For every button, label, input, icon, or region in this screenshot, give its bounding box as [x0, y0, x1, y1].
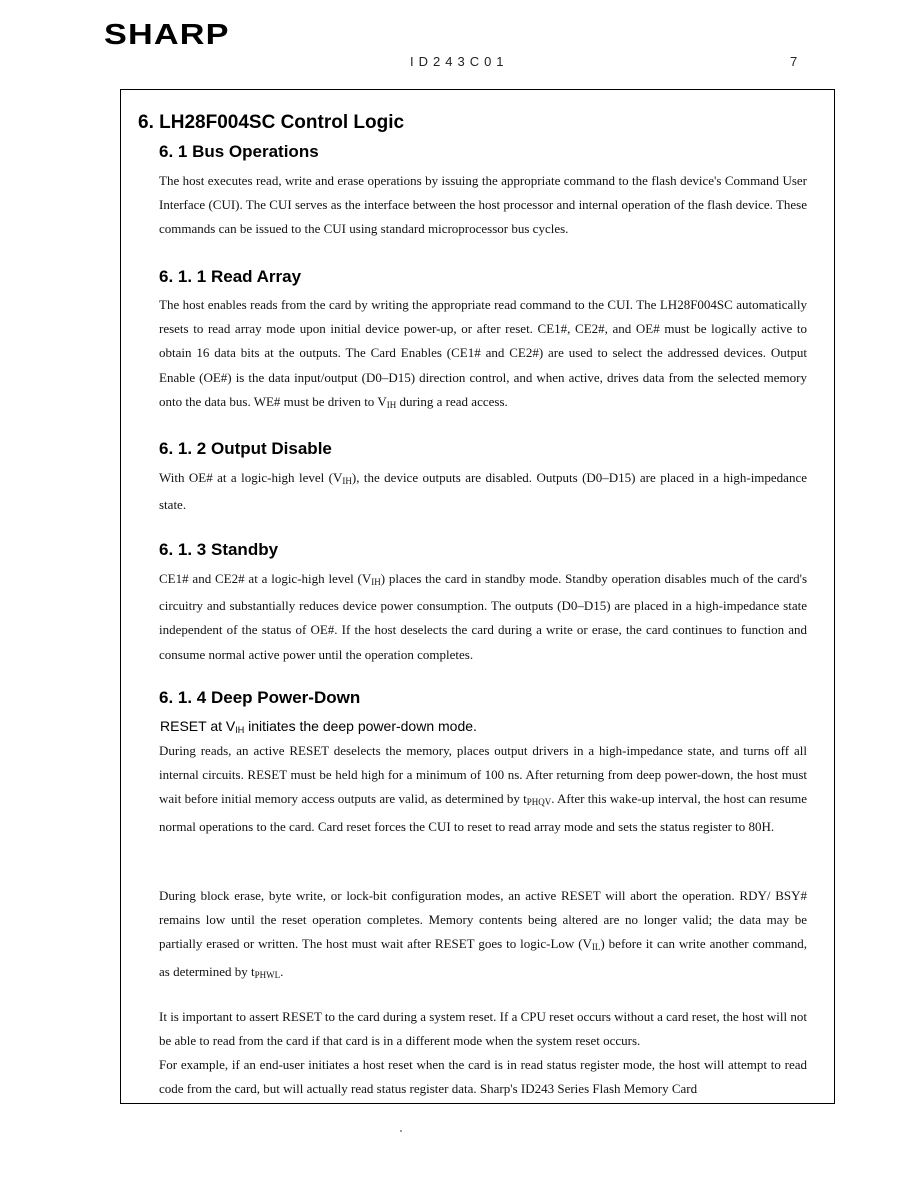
sharp-logo: SHARP: [104, 19, 230, 51]
heading-deep-power-down: 6. 1. 4 Deep Power-Down: [159, 688, 361, 707]
paragraph-output-disable: With OE# at a logic-high level $(V_{IH})$, the device outputs are disabled. Outputs (D0–D15) are placed in a high-impedance state.: [159, 470, 807, 513]
heading-standby: 6. 1. 3 Standby: [159, 540, 279, 559]
heading-bus-operations: 6. 1 Bus Operations: [159, 142, 319, 161]
paragraph-system-reset: It is important to assert RESET to the card during a system reset. If a CPU reset occurs without a card reset, the host will not be able to read from the card if that card is in a different mode when the system reset occurs.: [159, 1009, 807, 1049]
deep-power-down-intro: RESET at VIH initiates the deep power-down mode.: [160, 718, 477, 735]
document-id: ID243C01: [410, 54, 509, 69]
page-number: 7: [790, 54, 798, 69]
paragraph-deep-power-down-reads: During reads, an active RESET deselects the memory, places output drivers in a high-impedance state, and turns off all internal circuits. RESET must be held high for a minimum of 100 ns. After returning from deep power-down, the host must wait before initial memory access outputs are valid, as determined by $t_{PHQV}$. After this wake-up interval, the host can resume normal operations to the card. Card reset forces the CUI to reset to read array mode and sets the status register to 80H.: [159, 743, 807, 834]
section-title: 6. LH28F004SC Control Logic: [138, 112, 405, 133]
scan-artifact: [400, 1130, 402, 1132]
heading-output-disable: 6. 1. 2 Output Disable: [159, 439, 332, 458]
paragraph-bus-operations: The host executes read, write and erase operations by issuing the appropriate command to the flash device's Command User Interface (CUI). The CUI serves as the interface between the host processor and internal operation of the flash device. These commands can be issued to the CUI using standard microprocessor bus cycles.: [159, 173, 807, 237]
paragraph-read-array: The host enables reads from the card by writing the appropriate read command to the CUI. The LH28F004SC automatically resets to read array mode upon initial device power-up, or after reset. CE1#, CE2#, and OE# must be logically active to obtain 16 data bits at the outputs. The Card Enables (CE1# and CE2#) are used to select the addressed devices. Output Enable (OE#) is the data input/output (D0–D15) direction control, and when active, drives data from the selected memory onto the data bus. WE# must be driven to $V_{IH}$ during a read access.: [159, 297, 807, 410]
heading-read-array: 6. 1. 1 Read Array: [159, 267, 302, 286]
paragraph-example: For example, if an end-user initiates a host reset when the card is in read status register mode, the host will attempt to read code from the card, but will actually read status register data. Sharp's ID243 Series Flash Memory Card: [159, 1057, 807, 1097]
paragraph-standby: CE1# and CE2# at a logic-high level $(V_{IH})$ places the card in standby mode. Standby operation disables much of the card's circuitry and substantially reduces device power consumption. The outputs (D0–D15) are placed in a high-impedance state independent of the status of OE#. If the host deselects the card during a write or erase, the card continues to function and consume normal active power until the operation completes.: [159, 571, 807, 662]
paragraph-deep-power-down-erase: During block erase, byte write, or lock-bit configuration modes, an active RESET will abort the operation. RDY/ BSY# remains low until the reset operation completes. Memory contents being altered are no longer valid; the data may be partially erased or written. The host must wait after RESET goes to logic-Low $(V_{IL})$ before it can write another command, as determined by $t_{PHWL}$.: [159, 888, 807, 980]
